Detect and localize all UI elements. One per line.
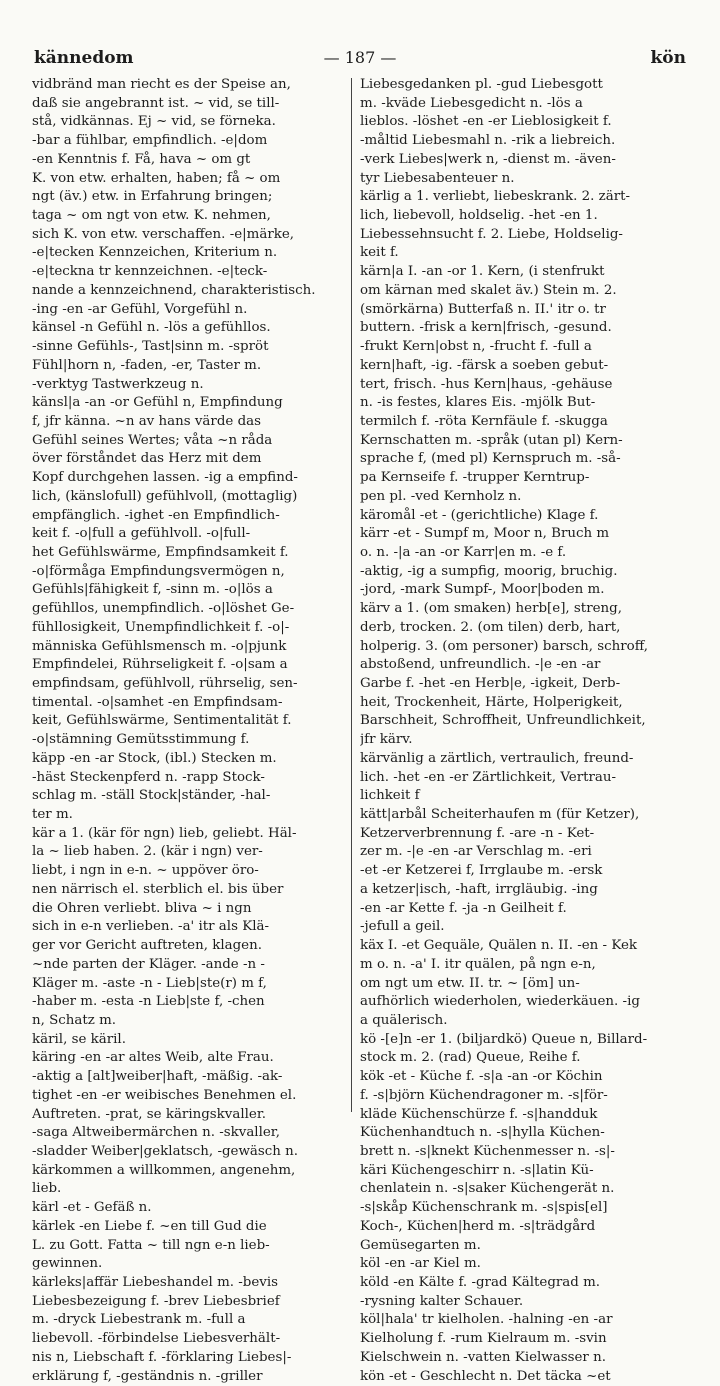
entry-line: brett n. -s|knekt Küchenmesser n. -s|-	[360, 1143, 615, 1159]
entry-line: Liebessehnsucht f. 2. Liebe, Holdselig-	[360, 226, 623, 242]
entry-line: kök -et - Küche f. -s|a -an -or Köchin	[360, 1069, 603, 1085]
entry-line: n, Schatz m.	[32, 1012, 117, 1028]
entry-line: liebt, i ngn in e-n. ~ uppöver öro-	[32, 863, 259, 879]
entry-line: zer m. -|e -en -ar Verschlag m. -eri	[360, 844, 592, 860]
entry-line: nis n, Liebschaft f. -förklaring Liebes|-	[32, 1349, 292, 1365]
entry-line: Auftreten. -prat, se käringskvaller.	[32, 1106, 267, 1122]
entry-line: käri Küchengeschirr n. -s|latin Kü-	[360, 1162, 594, 1178]
entry-line: m. -kväde Liebesgedicht n. -lös a	[360, 95, 583, 111]
left-column	[32, 76, 344, 1386]
entry-line: -en Kenntnis f. Få, hava ~ om gt	[32, 151, 251, 167]
entry-line: Barschheit, Schroffheit, Unfreundlichkeit,	[360, 713, 646, 729]
entry-line: Kielschwein n. -vatten Kielwasser n.	[360, 1349, 606, 1365]
entry-line: pa Kernseife f. -trupper Kerntrup-	[360, 470, 590, 486]
entry-line: holperig. 3. (om personer) barsch, schroff,	[360, 638, 648, 654]
entry-line: kärv a 1. (om smaken) herb[e], streng,	[360, 601, 622, 617]
entry-line: lich, liebevoll, holdselig. -het -en 1.	[360, 208, 598, 224]
entry-line: tyr Liebesabenteuer n.	[360, 170, 515, 186]
entry-line: kätt|arbål Scheiterhaufen m (für Ketzer),	[360, 807, 640, 823]
entry-line: a ketzer|isch, -haft, irrgläubig. -ing	[360, 881, 598, 897]
entry-line: lichkeit f	[360, 788, 420, 804]
entry-line: köl -en -ar Kiel m.	[360, 1256, 481, 1272]
entry-line: Empfindelei, Rührseligkeit f. -o|sam a	[32, 657, 288, 673]
entry-line: f, jfr känna. ~n av hans värde das	[32, 413, 261, 429]
entry-line: -bar a fühlbar, empfindlich. -e|dom	[32, 133, 268, 149]
entry-line: kern|haft, -ig. -färsk a soeben gebut-	[360, 357, 609, 373]
entry-line: schlag m. -ställ Stock|ständer, -hal-	[32, 788, 271, 804]
entry-line: -sladder Weiber|geklatsch, -gewäsch n.	[32, 1143, 299, 1159]
entry-line: människa Gefühlsmensch m. -o|pjunk	[32, 638, 287, 654]
entry-line: känsl|a -an -or Gefühl n, Empfindung	[32, 395, 283, 411]
entry-line: f. -s|björn Küchendragoner m. -s|för-	[360, 1087, 608, 1103]
entry-line: lieb.	[32, 1181, 62, 1197]
entry-line: om kärnan med skalet äv.) Stein m. 2.	[360, 282, 617, 298]
entry-line: kärvänlig a zärtlich, vertraulich, freund-	[360, 750, 634, 766]
entry-line: om ngt um etw. II. tr. ~ [öm] un-	[360, 975, 580, 991]
entry-line: -jefull a geil.	[360, 919, 445, 935]
entry-line: Kernschatten m. -språk (utan pl) Kern-	[360, 432, 623, 448]
entry-line: buttern. -frisk a kern|frisch, -gesund.	[360, 320, 612, 336]
entry-line: Kopf durchgehen lassen. -ig a empfind-	[32, 470, 298, 486]
entry-line: L. zu Gott. Fatta ~ till ngn e-n lieb-	[32, 1237, 270, 1253]
entry-line: empfänglich. -ighet -en Empfindlich-	[32, 507, 280, 523]
entry-line: köl|hala' tr kielholen. -halning -en -ar	[360, 1312, 613, 1328]
entry-line: Kläger m. -aste -n - Lieb|ste(r) m f,	[32, 975, 267, 991]
entry-line: heit, Trockenheit, Härte, Holperigkeit,	[360, 694, 623, 710]
entry-line: -rysning kalter Schauer.	[360, 1293, 524, 1309]
entry-line: köld -en Kälte f. -grad Kältegrad m.	[360, 1275, 601, 1290]
entry-line: -måltid Liebesmahl n. -rik a liebreich.	[360, 133, 616, 149]
entry-line: la ~ lieb haben. 2. (kär i ngn) ver-	[32, 844, 263, 860]
entry-line: vidbränd man riecht es der Speise an,	[32, 77, 291, 92]
entry-line: timental. -o|samhet -en Empfindsam-	[32, 694, 283, 710]
entry-line: -saga Altweibermärchen n. -skvaller,	[32, 1125, 280, 1141]
entry-line: gefühllos, unempfindlich. -o|löshet Ge-	[32, 601, 295, 617]
entry-line: kär a 1. (kär för ngn) lieb, geliebt. Häl-	[32, 825, 297, 841]
entry-line: jfr kärv.	[360, 732, 413, 748]
entry-line: -o|förmåga Empfindungsvermögen n,	[32, 563, 285, 579]
entry-line: m. -dryck Liebestrank m. -full a	[32, 1312, 246, 1328]
entry-line: käring -en -ar altes Weib, alte Frau.	[32, 1050, 274, 1066]
entry-line: -haber m. -esta -n Lieb|ste f, -chen	[32, 994, 265, 1010]
entry-line: -aktig a [alt]weiber|haft, -mäßig. -ak-	[32, 1069, 283, 1085]
entry-line: -e|teckna tr kennzeichnen. -e|teck-	[32, 264, 268, 280]
entry-line: Koch-, Küchen|herd m. -s|trädgård	[360, 1218, 596, 1234]
entry-line: empfindsam, gefühlvoll, rührselig, sen-	[32, 676, 298, 691]
entry-line: kärkommen a willkommen, angenehm,	[32, 1162, 296, 1178]
entry-line: över förståndet das Herz mit dem	[32, 451, 262, 467]
entry-line: keit f. -o|full a gefühlvoll. -o|full-	[32, 526, 251, 542]
entry-line: termilch f. -röta Kernfäule f. -skugga	[360, 413, 608, 429]
entry-line: -aktig, -ig a sumpfig, moorig, bruchig.	[360, 563, 618, 579]
entry-line: käril, se käril.	[32, 1031, 126, 1047]
entry-line: -jord, -mark Sumpf-, Moor|boden m.	[360, 582, 605, 598]
entry-line: Küchenhandtuch n. -s|hylla Küchen-	[360, 1125, 605, 1141]
header-left-guideword: kännedom	[34, 48, 134, 68]
entry-line: (smörkärna) Butterfaß n. II.' itr o. tr	[360, 301, 606, 317]
entry-line: stå, vidkännas. Ej ~ vid, se förneka.	[32, 114, 276, 130]
header-right-guideword: kön	[650, 48, 686, 68]
entry-line: daß sie angebrannt ist. ~ vid, se till-	[32, 95, 280, 111]
entry-line: kärlig a 1. verliebt, liebeskrank. 2. zärt-	[360, 189, 630, 205]
entry-line: aufhörlich wiederholen, wiederkäuen. -ig	[360, 994, 640, 1010]
entry-line: n. -is festes, klares Eis. -mjölk But-	[360, 395, 596, 411]
entry-line: käx I. -et Gequäle, Quälen n. II. -en - Kek	[360, 938, 638, 954]
entry-line: -häst Steckenpferd n. -rapp Stock-	[32, 769, 265, 785]
entry-line: gewinnen.	[32, 1256, 103, 1272]
entry-line: Ketzerverbrennung f. -are -n - Ket-	[360, 825, 595, 841]
entry-line: lieblos. -löshet -en -er Lieblosigkeit f.	[360, 114, 612, 130]
entry-line: Gefühl seines Wertes; våta ~n råda	[32, 432, 273, 448]
entry-line: tert, frisch. -hus Kern|haus, -gehäuse	[360, 376, 613, 392]
entry-line: kläde Küchenschürze f. -s|handduk	[360, 1106, 598, 1122]
entry-line: -en -ar Kette f. -ja -n Geilheit f.	[360, 900, 567, 916]
entry-line: Garbe f. -het -en Herb|e, -igkeit, Derb-	[360, 676, 621, 691]
entry-line: Liebesbezeigung f. -brev Liebesbrief	[32, 1293, 280, 1309]
page-header	[34, 48, 686, 72]
entry-line: nen närrisch el. sterblich el. bis über	[32, 881, 284, 897]
entry-line: -verktyg Tastwerkzeug n.	[32, 376, 204, 392]
entry-line: ger vor Gericht auftreten, klagen.	[32, 938, 262, 954]
entry-line: -o|stämning Gemütsstimmung f.	[32, 732, 250, 748]
entry-line: -verk Liebes|werk n, -dienst m. -även-	[360, 151, 616, 167]
entry-line: keit, Gefühlswärme, Sentimentalität f.	[32, 713, 292, 729]
column-divider	[351, 78, 352, 1112]
entry-line: die Ohren verliebt. bliva ~ i ngn	[32, 900, 252, 916]
entry-line: m o. n. -a' I. itr quälen, på ngn e-n,	[360, 956, 596, 972]
entry-line: stock m. 2. (rad) Queue, Reihe f.	[360, 1050, 581, 1066]
entry-line: -frukt Kern|obst n, -frucht f. -full a	[360, 339, 592, 355]
entry-line: kärl -et - Gefäß n.	[32, 1200, 152, 1216]
entry-line: sich K. von etw. verschaffen. -e|märke,	[32, 226, 295, 242]
entry-line: ngt (äv.) etw. in Erfahrung bringen;	[32, 189, 273, 205]
entry-line: käromål -et - (gerichtliche) Klage f.	[360, 507, 599, 523]
entry-line: fühllosigkeit, Unempfindlichkeit f. -o|-	[32, 619, 290, 635]
entry-line: -ing -en -ar Gefühl, Vorgefühl n.	[32, 301, 248, 317]
entry-line: Kielholung f. -rum Kielraum m. -svin	[360, 1331, 607, 1347]
entry-line: derb, trocken. 2. (om tilen) derb, hart,	[360, 619, 621, 635]
entry-line: Gemüsegarten m.	[360, 1237, 481, 1253]
entry-line: abstoßend, unfreundlich. -|e -en -ar	[360, 657, 601, 673]
entry-line: lich. -het -en -er Zärtlichkeit, Vertrau-	[360, 769, 617, 785]
entry-line: -s|skåp Küchenschrank m. -s|spis[el]	[360, 1200, 608, 1216]
entry-line: nande a kennzeichnend, charakteristisch.	[32, 282, 316, 298]
entry-line: ~nde parten der Kläger. -ande -n -	[32, 956, 265, 972]
entry-line: K. von etw. erhalten, haben; få ~ om	[32, 170, 281, 186]
entry-line: känsel -n Gefühl n. -lös a gefühllos.	[32, 320, 271, 336]
entry-line: a quälerisch.	[360, 1012, 448, 1028]
entry-line: het Gefühlswärme, Empfindsamkeit f.	[32, 544, 289, 560]
entry-line: lich, (känslofull) gefühlvoll, (mottaglig)	[32, 488, 298, 504]
entry-line: -sinne Gefühls-, Tast|sinn m. -spröt	[32, 339, 269, 355]
right-column	[360, 76, 690, 1386]
entry-line: liebevoll. -förbindelse Liebesverhält-	[32, 1331, 281, 1347]
entry-line: Fühl|horn n, -faden, -er, Taster m.	[32, 357, 262, 373]
entry-line: kärn|a I. -an -or 1. Kern, (i stenfrukt	[360, 264, 605, 280]
entry-line: erklärung f, -geständnis n. -griller	[32, 1368, 263, 1384]
entry-line: kärleks|affär Liebeshandel m. -bevis	[32, 1275, 279, 1290]
entry-line: taga ~ om ngt von etw. K. nehmen,	[32, 208, 271, 224]
entry-line: Gefühls|fähigkeit f, -sinn m. -o|lös a	[32, 582, 273, 598]
entry-line: -et -er Ketzerei f, Irrglaube m. -ersk	[360, 863, 603, 879]
entry-line: chenlatein n. -s|saker Küchengerät n.	[360, 1181, 615, 1197]
entry-line: -e|tecken Kennzeichen, Kriterium n.	[32, 245, 278, 261]
page-number: — 187 —	[323, 48, 397, 67]
entry-line: tighet -en -er weibisches Benehmen el.	[32, 1087, 297, 1103]
entry-line: kärlek -en Liebe f. ~en till Gud die	[32, 1218, 267, 1234]
entry-line: keit f.	[360, 245, 399, 261]
entry-line: ter m.	[32, 807, 73, 823]
entry-line: kärr -et - Sumpf m, Moor n, Bruch m	[360, 526, 610, 542]
entry-line: kö -[e]n -er 1. (biljardkö) Queue n, Billard-	[360, 1031, 648, 1047]
entry-line: sich in e-n verlieben. -a' itr als Klä-	[32, 919, 269, 935]
entry-line: käpp -en -ar Stock, (ibl.) Stecken m.	[32, 750, 277, 766]
entry-line: kön -et - Geschlecht n. Det täcka ~et	[360, 1368, 611, 1384]
entry-line: Liebesgedanken pl. -gud Liebesgott	[360, 77, 603, 92]
entry-line: sprache f, (med pl) Kernspruch m. -så-	[360, 451, 621, 467]
entry-line: o. n. -|a -an -or Karr|en m. -e f.	[360, 544, 567, 560]
entry-line: pen pl. -ved Kernholz n.	[360, 488, 522, 504]
